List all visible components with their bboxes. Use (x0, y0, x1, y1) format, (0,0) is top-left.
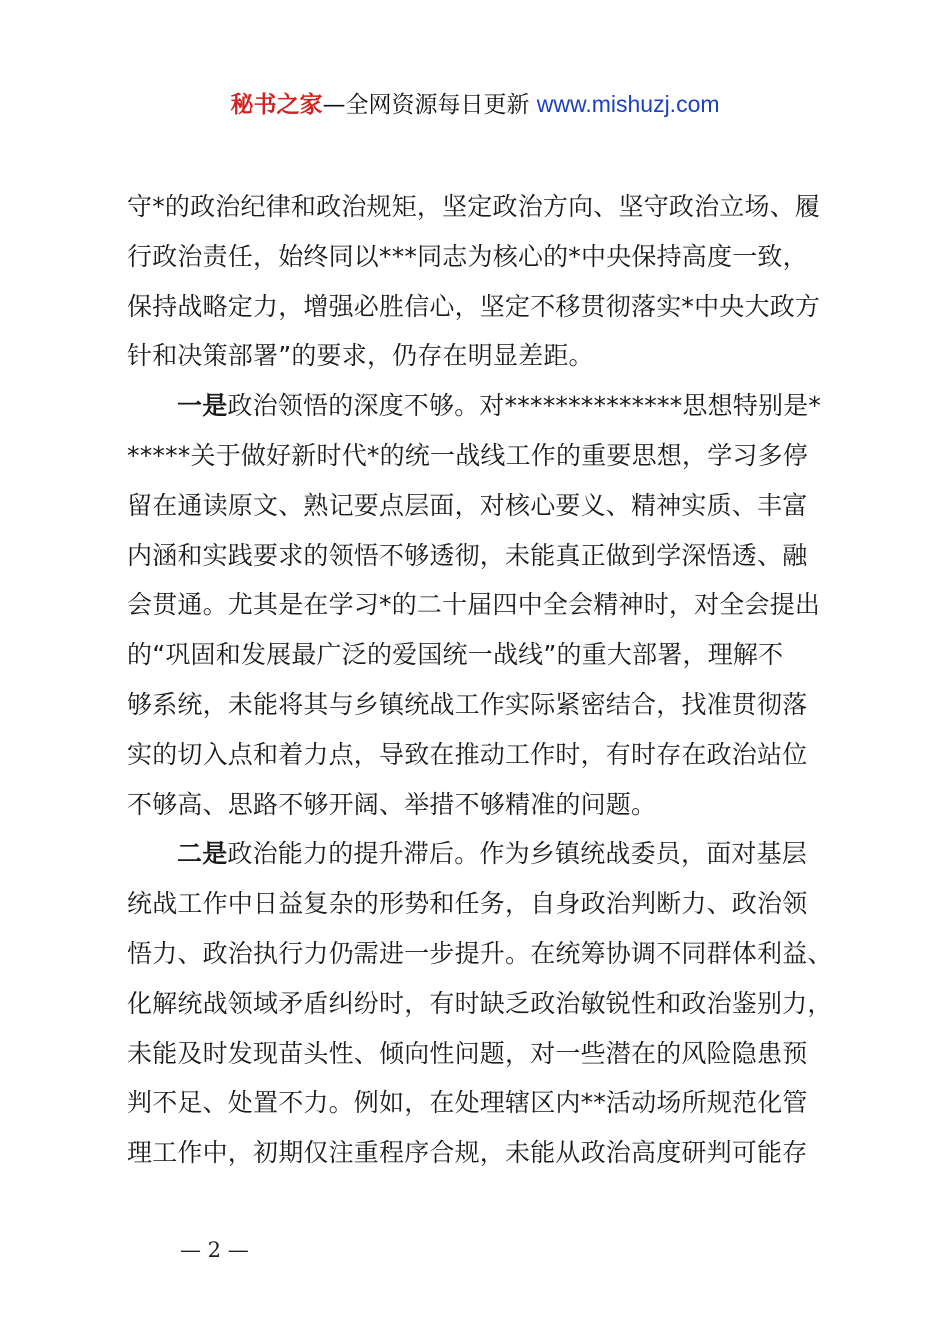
paragraph-1 (127, 182, 833, 381)
paragraph-lead: 二是 (177, 839, 228, 869)
text-line: 内涵和实践要求的领悟不够透彻，未能真正做到学深悟透、融 (127, 540, 808, 570)
page-header (0, 86, 950, 123)
text-line: 统战工作中日益复杂的形势和任务，自身政治判断力、政治领 (127, 889, 808, 919)
text-line: 行政治责任，始终同以***同志为核心的*中央保持高度一致， (127, 241, 808, 271)
text-line: 留在通读原文、熟记要点层面，对核心要义、精神实质、丰富 (127, 490, 808, 520)
document-body (127, 182, 833, 1178)
text-line: 针和决策部署”的要求，仍存在明显差距。 (127, 341, 594, 371)
brand-name: 秘书之家 (230, 92, 323, 118)
text-line: 守*的政治纪律和政治规矩，坚定政治方向、坚守政治立场、履 (127, 192, 821, 221)
text-span: 政治能力的提升滞后。作为乡镇统战委员，面对基层 (227, 839, 808, 869)
text-line: 理工作中，初期仅注重程序合规，未能从政治高度研判可能存 (127, 1138, 808, 1168)
paragraph-3 (127, 829, 833, 1178)
text-line: 不够高、思路不够开阔、举措不够精准的问题。 (127, 789, 657, 819)
paragraph-lead: 一是 (177, 391, 228, 421)
text-span: 政治领悟的深度不够。对**************思想特别是* (227, 391, 822, 421)
text-line: 保持战略定力，增强必胜信心，坚定不移贯彻落实*中央大政方 (127, 291, 821, 321)
text-line: 的“巩固和发展最广泛的爱国统一战线”的重大部署，理解不 (127, 640, 784, 670)
page-number: — 2 — (180, 1238, 249, 1262)
text-line: 够系统，未能将其与乡镇统战工作实际紧密结合，找准贯彻落 (127, 689, 808, 719)
text-line: 化解统战领域矛盾纠纷时，有时缺乏政治敏锐性和政治鉴别力， (127, 988, 833, 1018)
paragraph-first-line (127, 381, 833, 431)
site-url-link[interactable]: www.mishuzj.com (536, 91, 720, 117)
text-line: 实的切入点和着力点，导致在推动工作时，有时存在政治站位 (127, 739, 808, 769)
text-line: *****关于做好新时代*的统一战线工作的重要思想，学习多停 (127, 440, 809, 470)
paragraph-2 (127, 381, 833, 829)
text-line: 会贯通。尤其是在学习*的二十届四中全会精神时，对全会提出 (127, 590, 821, 620)
text-line: 悟力、政治执行力仍需进一步提升。在统筹协调不同群体利益、 (127, 938, 833, 968)
paragraph-first-line (127, 829, 833, 879)
header-tagline: —全网资源每日更新 (322, 92, 537, 118)
text-line: 未能及时发现苗头性、倾向性问题，对一些潜在的风险隐患预 (127, 1038, 808, 1068)
text-line: 判不足、处置不力。例如，在处理辖区内**活动场所规范化管 (127, 1088, 808, 1118)
